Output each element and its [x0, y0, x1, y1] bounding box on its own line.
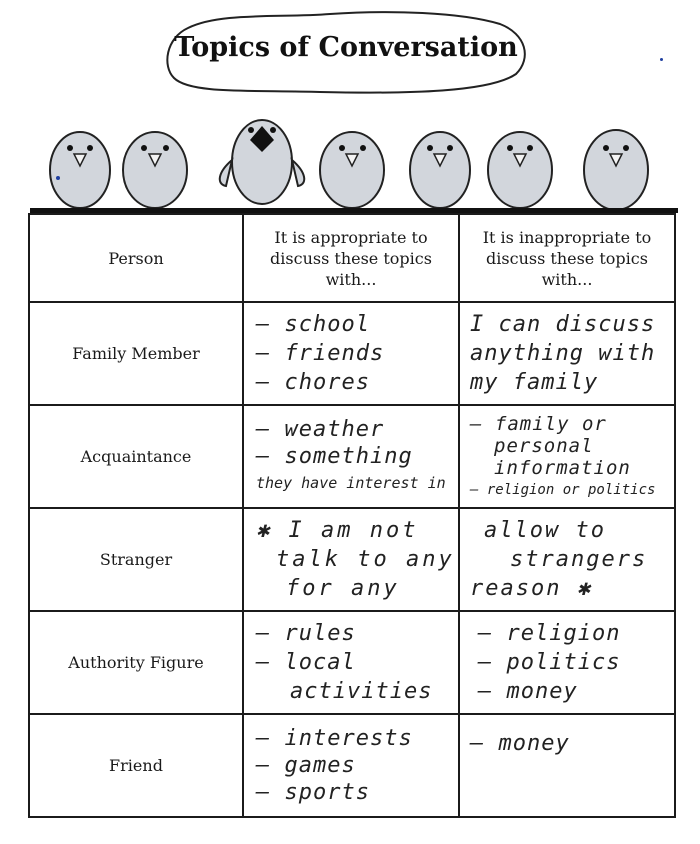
inappropriate-cell	[459, 611, 675, 714]
handwritten-line: anything with	[470, 341, 656, 366]
bird-icon	[488, 132, 552, 208]
person-cell: Stranger	[29, 508, 243, 611]
bird-icon	[320, 132, 384, 208]
handwritten-line: – weather	[256, 417, 385, 442]
topics-table	[28, 213, 676, 818]
appropriate-cell	[243, 508, 459, 611]
person-cell: Acquaintance	[29, 405, 243, 508]
handwritten-line: information	[494, 456, 631, 479]
inappropriate-cell	[459, 405, 675, 508]
inappropriate-cell	[459, 508, 675, 611]
appropriate-cell	[243, 611, 459, 714]
handwritten-line: talk to any	[276, 547, 455, 572]
person-cell: Authority Figure	[29, 611, 243, 714]
handwritten-line: – family or	[470, 412, 607, 435]
handwritten-line: – chores	[256, 370, 370, 395]
person-cell: Family Member	[29, 302, 243, 405]
handwritten-line: – money	[478, 679, 578, 704]
handwritten-line: – friends	[256, 341, 385, 366]
bird-icon	[50, 132, 110, 208]
handwritten-line: they have interest in	[256, 474, 446, 492]
table-row	[29, 405, 675, 508]
handwritten-line: – religion or politics	[470, 481, 656, 498]
handwritten-line: my family	[470, 370, 599, 395]
birds-illustration	[30, 100, 680, 220]
handwritten-line: – local	[256, 650, 356, 675]
handwritten-line: I can discuss	[470, 312, 656, 337]
ink-dot	[660, 58, 663, 61]
handwritten-line: ✱ I am not	[256, 518, 419, 543]
inappropriate-cell	[459, 714, 675, 817]
handwritten-line: allow to	[484, 518, 606, 543]
header-person: Person	[29, 214, 243, 302]
table-row	[29, 611, 675, 714]
inappropriate-cell	[459, 302, 675, 405]
appropriate-cell	[243, 302, 459, 405]
handwritten-line: – interests	[256, 726, 413, 751]
bird-icon	[584, 130, 648, 210]
handwritten-line: – sports	[256, 780, 370, 805]
header-appropriate: It is appropriate to discuss these topics with...	[243, 214, 459, 302]
table-row	[29, 714, 675, 817]
title-cloud	[160, 8, 532, 96]
handwritten-line: – religion	[478, 621, 621, 646]
bird-icon	[123, 132, 187, 208]
handwritten-line: – politics	[478, 650, 621, 675]
header-inappropriate: It is inappropriate to discuss these topics with...	[459, 214, 675, 302]
handwritten-line: – school	[256, 312, 370, 337]
handwritten-line: – games	[256, 753, 356, 778]
handwritten-line: – rules	[256, 621, 356, 646]
bird-icon	[220, 120, 305, 204]
page-title: Topics of Conversation	[174, 32, 518, 63]
handwritten-line: – money	[470, 731, 570, 756]
table-row	[29, 508, 675, 611]
table-header-row	[29, 214, 675, 302]
person-cell: Friend	[29, 714, 243, 817]
handwritten-line: reason ✱	[470, 576, 592, 601]
handwritten-line: – something	[256, 444, 413, 469]
table-row	[29, 302, 675, 405]
appropriate-cell	[243, 405, 459, 508]
handwritten-line: strangers	[510, 547, 648, 572]
handwritten-line: personal	[494, 434, 594, 457]
appropriate-cell	[243, 714, 459, 817]
bird-icon	[410, 132, 470, 208]
handwritten-line: for any	[286, 576, 400, 601]
ink-dot	[56, 176, 60, 180]
handwritten-line: activities	[290, 679, 433, 704]
